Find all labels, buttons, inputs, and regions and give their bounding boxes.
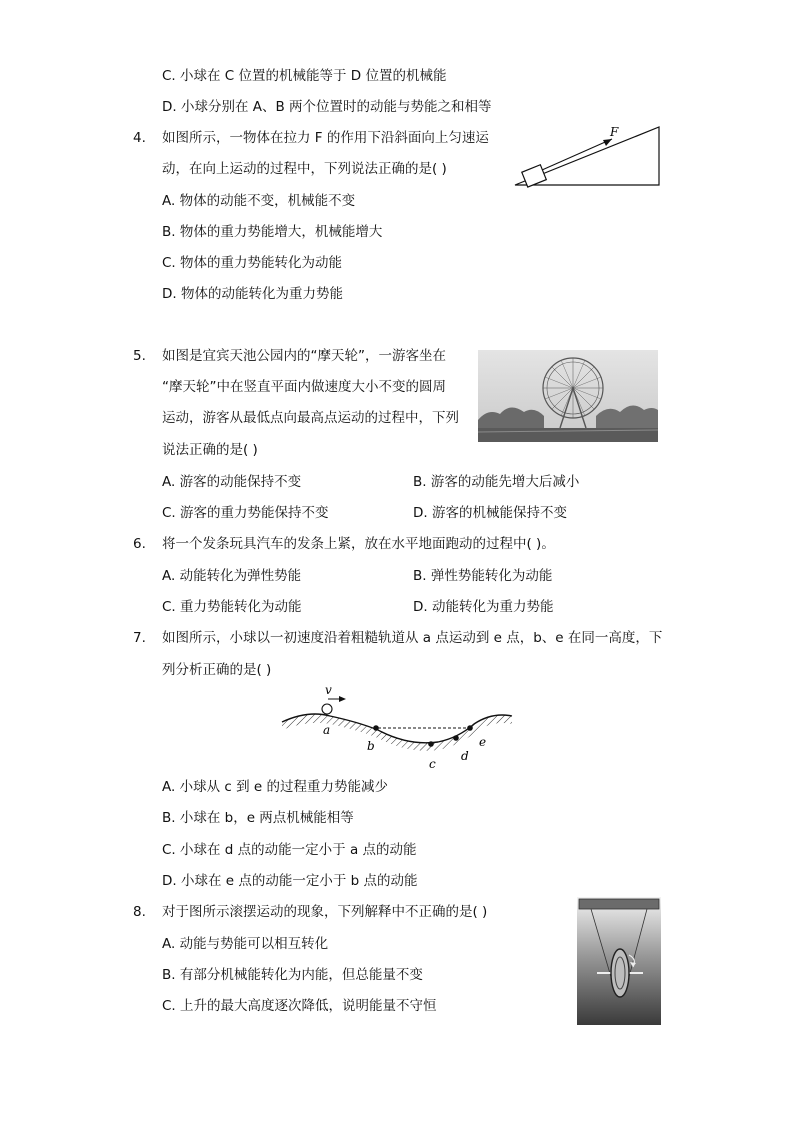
q5-option-c: C. 游客的重力势能保持不变 [162,505,329,521]
q8-option-b: B. 有部分机械能转化为内能，但总能量不变 [162,967,423,983]
q3-option-c: C. 小球在 C 位置的机械能等于 D 位置的机械能 [162,68,447,84]
label-v: v [325,683,332,697]
point-c [428,741,434,747]
q3-option-d: D. 小球分别在 A、B 两个位置时的动能与势能之和相等 [162,99,492,115]
top-bar [579,899,659,909]
q7-option-a: A. 小球从 c 到 e 的过程重力势能减少 [162,779,388,795]
force-arrowhead [603,139,612,146]
block [522,165,547,187]
track-hatching [282,714,512,751]
label-c: c [429,757,436,771]
q4-stem-line1: 如图所示，一物体在拉力 F 的作用下沿斜面向上匀速运 [162,130,489,146]
q7-number: 7. [133,630,146,646]
q6-number: 6. [133,536,146,552]
q4-option-d: D. 物体的动能转化为重力势能 [162,286,343,302]
label-b: b [367,739,375,753]
q7-stem-line1: 如图所示，小球以一初速度沿着粗糙轨道从 a 点运动到 e 点，b、e 在同一高度，下 [162,630,663,646]
q4-option-a: A. 物体的动能不变，机械能不变 [162,193,356,209]
q8-stem: 对于图所示滚摆运动的现象，下列解释中不正确的是( ) [162,904,488,920]
q5-option-a: A. 游客的动能保持不变 [162,474,302,490]
point-b [373,725,379,731]
q6-option-d: D. 动能转化为重力势能 [413,599,554,615]
ball-a [322,704,332,714]
q8-option-c: C. 上升的最大高度逐次降低，说明能量不守恒 [162,998,437,1014]
q5-option-b: B. 游客的动能先增大后减小 [413,474,580,490]
q6-option-c: C. 重力势能转化为动能 [162,599,302,615]
incline-figure [512,124,662,190]
force-label: F [610,125,619,139]
point-d [453,735,459,741]
q6-stem: 将一个发条玩具汽车的发条上紧，放在水平地面跑动的过程中( )。 [162,536,555,552]
q7-option-d: D. 小球在 e 点的动能一定小于 b 点的动能 [162,873,418,889]
q5-option-d: D. 游客的机械能保持不变 [413,505,567,521]
q8-number: 8. [133,904,146,920]
point-e [467,725,473,731]
q6-option-a: A. 动能转化为弹性势能 [162,568,302,584]
q5-number: 5. [133,348,146,364]
q7-stem-line2: 列分析正确的是( ) [162,662,272,678]
label-a: a [323,723,331,737]
q6-option-b: B. 弹性势能转化为动能 [413,568,553,584]
q7-option-c: C. 小球在 d 点的动能一定小于 a 点的动能 [162,842,417,858]
q4-stem-line2: 动，在向上运动的过程中，下列说法正确的是( ) [162,161,447,177]
q5-stem-line2: “摩天轮”中在竖直平面内做速度大小不变的圆周 [162,379,446,395]
maxwell-wheel-photo [577,897,661,1025]
label-e: e [479,735,487,749]
force-arrow-line [542,139,612,170]
ferris-wheel-photo [478,350,658,442]
label-d: d [461,749,469,763]
wheel-icon [611,949,629,997]
q5-stem-line4: 说法正确的是( ) [162,442,258,458]
q4-number: 4. [133,130,146,146]
q5-stem-line3: 运动，游客从最低点向最高点运动的过程中，下列 [162,410,459,426]
q7-option-b: B. 小球在 b，e 两点机械能相等 [162,810,354,826]
q4-option-b: B. 物体的重力势能增大，机械能增大 [162,224,383,240]
q8-option-a: A. 动能与势能可以相互转化 [162,936,329,952]
track-figure [278,680,518,772]
q4-option-c: C. 物体的重力势能转化为动能 [162,255,343,271]
q5-stem-line1: 如图是宜宾天池公园内的“摩天轮”，一游客坐在 [162,348,446,364]
